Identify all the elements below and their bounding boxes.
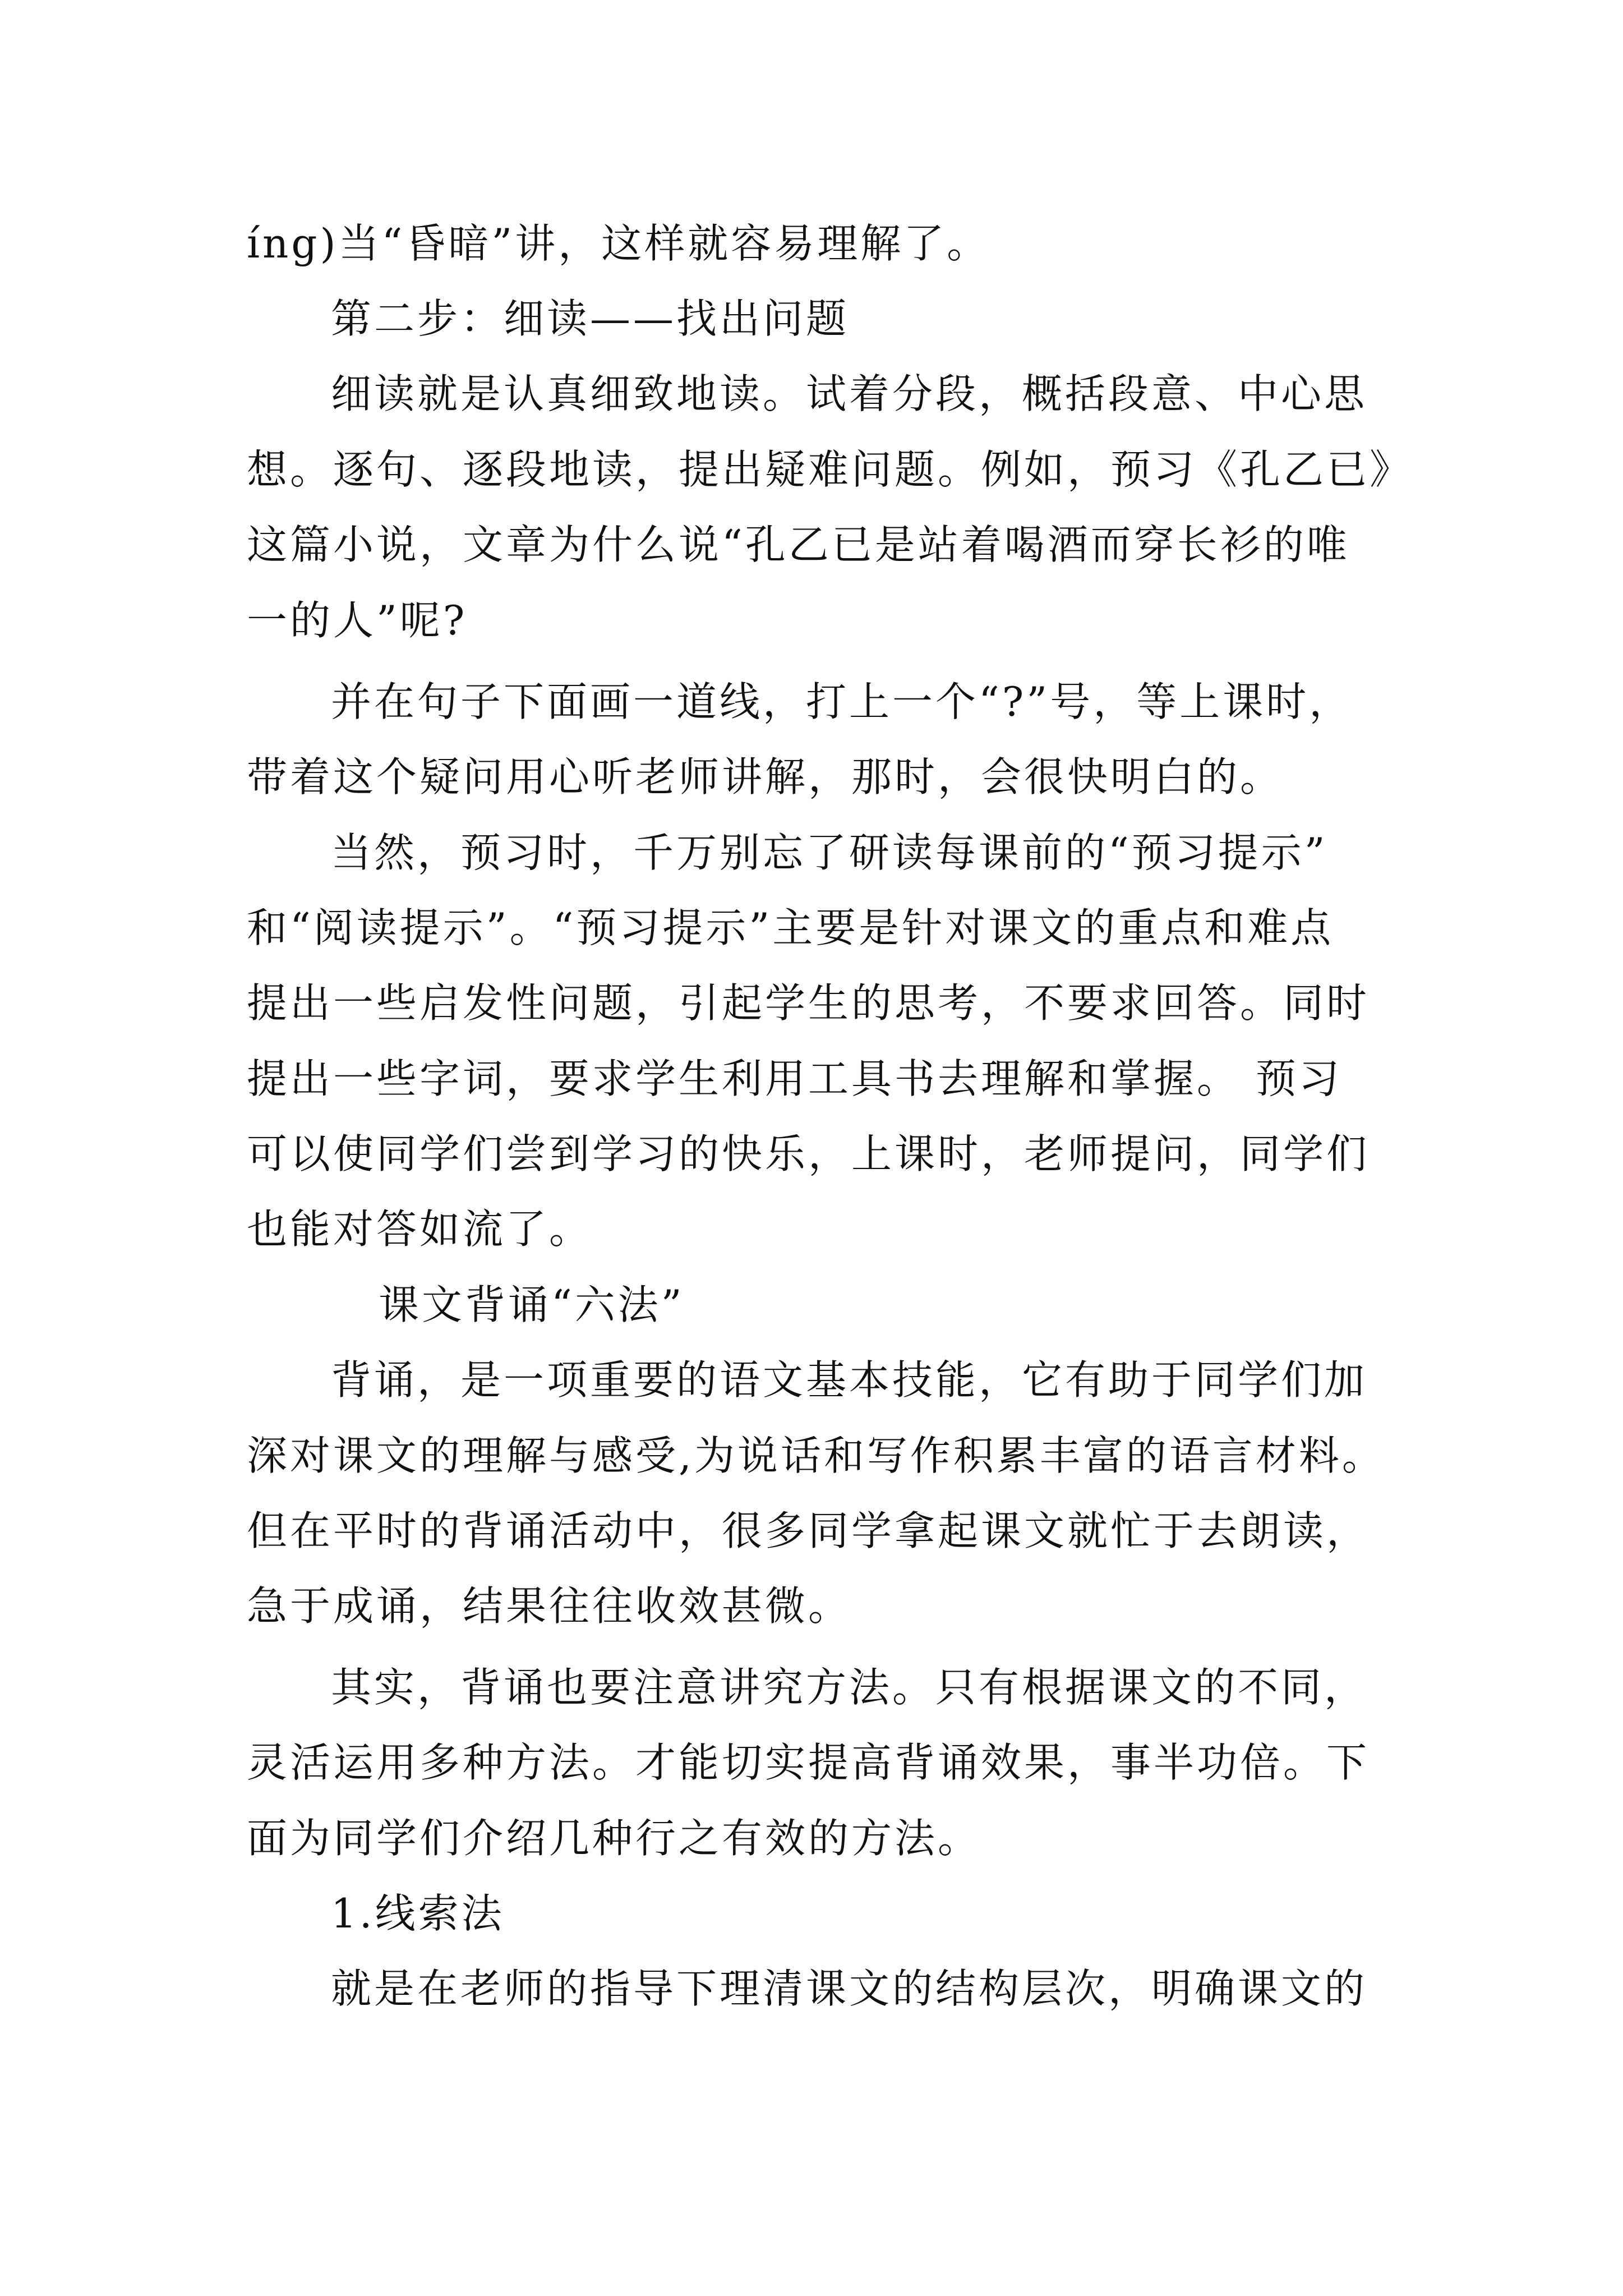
text-line: 就是在老师的指导下理清课文的结构层次，明确课文的 [331,1965,1368,2012]
text-line: 深对课文的理解与感受,为说话和写作积累丰富的语言材料。 [247,1432,1385,1479]
text-line: íng)当“昏暗”讲，这样就容易理解了。 [247,220,990,267]
text-line: 带着这个疑问用心听老师讲解，那时，会很快明白的。 [247,753,1284,800]
text-line: 面为同学们介绍几种行之有效的方法。 [247,1815,981,1862]
text-line: 可以使同学们尝到学习的快乐，上课时，老师提问，同学们 [247,1130,1370,1177]
text-line: 一的人”呢? [247,597,468,644]
list-item-heading: 1.线索法 [331,1890,505,1937]
text-line: 当然，预习时，千万别忘了研读每课前的“预习提示” [331,829,1328,876]
text-line: 并在句子下面画一道线，打上一个“?”号，等上课时， [331,678,1353,725]
text-line: 但在平时的背诵活动中，很多同学拿起课文就忙于去朗读， [247,1507,1370,1554]
text-line: 提出一些启发性问题，引起学生的思考，不要求回答。同时 [247,979,1370,1027]
text-line: 也能对答如流了。 [247,1205,593,1253]
text-line: 提出一些字词，要求学生利用工具书去理解和掌握。 预习 [247,1055,1342,1102]
text-line: 背诵，是一项重要的语文基本技能，它有助于同学们加 [331,1356,1368,1404]
text-line: 急于成诵，结果往往收效甚微。 [247,1582,852,1630]
text-line: 灵活运用多种方法。才能切实提高背诵效果，事半功倍。下 [247,1739,1370,1786]
section-title: 课文背诵“六法” [379,1281,685,1328]
section-heading: 第二步：细读——找出问题 [331,295,850,342]
text-line: 细读就是认真细致地读。试着分段，概括段意、中心思 [331,370,1368,417]
text-line: 这篇小说，文章为什么说“孔乙已是站着喝酒而穿长衫的唯 [247,521,1350,568]
text-line: 想。逐句、逐段地读，提出疑难问题。例如，预习《孔乙已》 [247,446,1413,493]
text-line: 其实，背诵也要注意讲究方法。只有根据课文的不同， [331,1664,1368,1711]
text-line: 和“阅读提示”。“预习提示”主要是针对课文的重点和难点 [247,904,1334,951]
